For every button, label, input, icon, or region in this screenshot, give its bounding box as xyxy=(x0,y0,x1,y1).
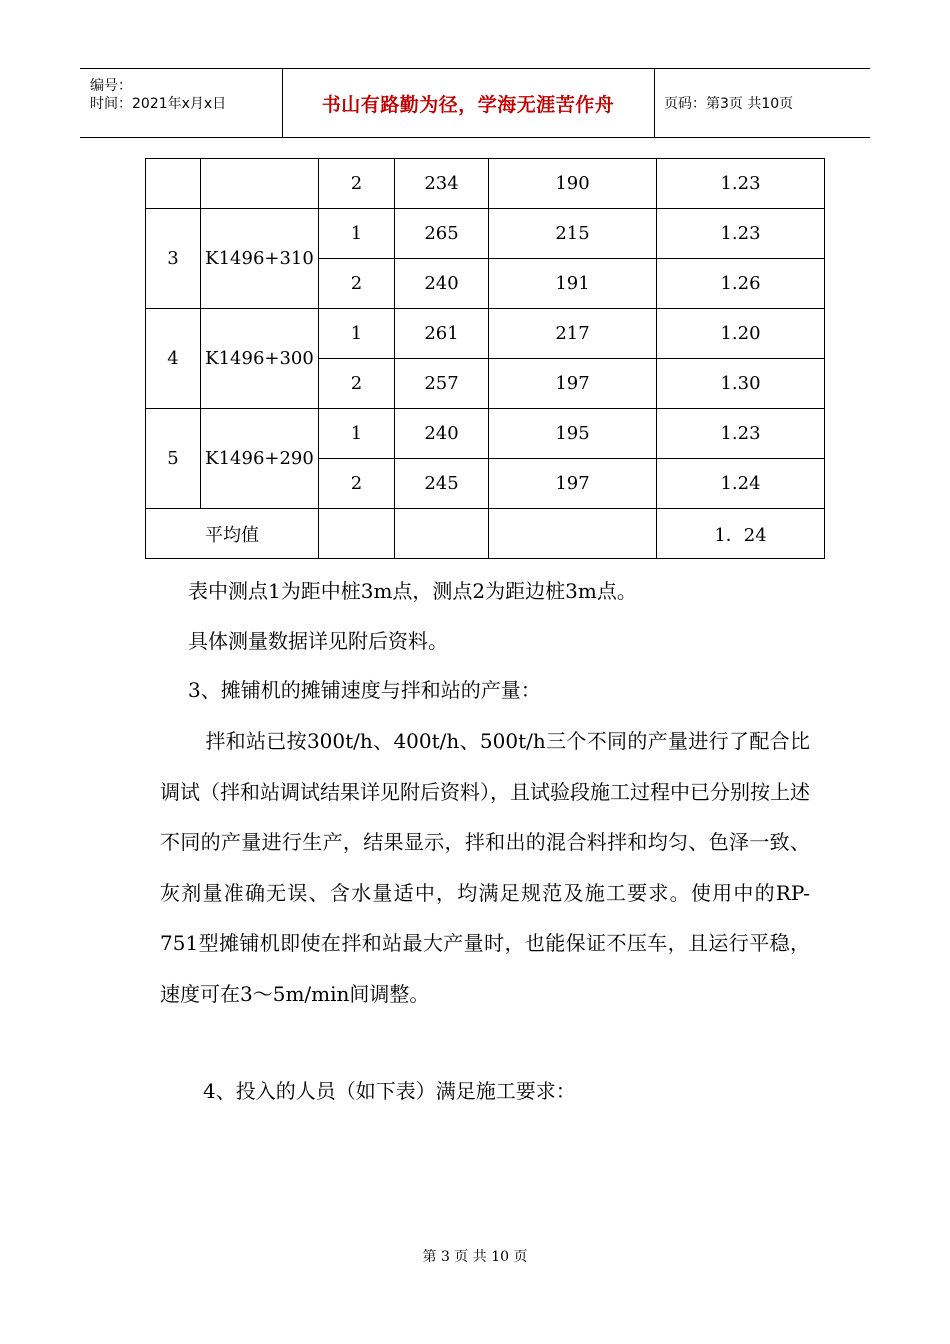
ratio-cell: 1.23 xyxy=(657,159,825,209)
ratio-cell: 1.23 xyxy=(657,409,825,459)
body-paragraph xyxy=(160,716,810,1019)
table-cell xyxy=(489,509,657,559)
value-cell: 261 xyxy=(395,309,489,359)
page-label: 页码：第3页 共10页 xyxy=(664,96,794,112)
measurement-table xyxy=(145,158,825,559)
table-row xyxy=(146,309,825,359)
value-cell: 197 xyxy=(489,459,657,509)
point-cell: 2 xyxy=(319,259,395,309)
body-paragraph-text: 拌和站已按300t/h、400t/h、500t/h三个不同的产量进行了配合比调试（拌和站调试结果详见附后资料），且试验段施工过程中已分别按上述不同的产量进行生产，结果显示，拌和出的混合料拌和均匀、色泽一致、灰剂量准确无误、含水量适中，均满足规范及施工要求。使用中的RP-751型摊铺机即使在拌和站最大产量时，也能保证不压车，且运行平稳，速度可在3～5m/min间调整。 xyxy=(160,729,810,1006)
value-cell: 190 xyxy=(489,159,657,209)
table-row xyxy=(146,409,825,459)
value-cell: 215 xyxy=(489,209,657,259)
table-cell xyxy=(319,509,395,559)
table-cell xyxy=(201,159,319,209)
header-motto-cell xyxy=(282,69,655,137)
average-value: 1．24 xyxy=(657,509,825,559)
ratio-cell: 1.24 xyxy=(657,459,825,509)
value-cell: 257 xyxy=(395,359,489,409)
value-cell: 240 xyxy=(395,409,489,459)
page-header xyxy=(80,68,870,138)
section-heading: 4、投入的人员（如下表）满足施工要求： xyxy=(203,1079,576,1103)
group-no-cell: 5 xyxy=(146,409,201,509)
value-cell: 195 xyxy=(489,409,657,459)
motto-text: 书山有路勤为径，学海无涯苦作舟 xyxy=(321,93,615,116)
station-cell: K1496+310 xyxy=(201,209,319,309)
header-page-cell xyxy=(654,69,870,137)
table-cell xyxy=(146,159,201,209)
date-label: 时间：2021年x月x日 xyxy=(90,96,227,112)
number-label: 编号： xyxy=(90,78,132,94)
note-paragraph: 表中测点1为距中桩3m点，测点2为距边桩3m点。 xyxy=(188,579,637,603)
point-cell: 1 xyxy=(319,409,395,459)
point-cell: 1 xyxy=(319,309,395,359)
value-cell: 191 xyxy=(489,259,657,309)
group-no-cell: 4 xyxy=(146,309,201,409)
value-cell: 245 xyxy=(395,459,489,509)
station-cell: K1496+300 xyxy=(201,309,319,409)
point-cell: 2 xyxy=(319,359,395,409)
table-cell xyxy=(395,509,489,559)
table-row xyxy=(146,159,825,209)
station-cell: K1496+290 xyxy=(201,409,319,509)
note-paragraph: 具体测量数据详见附后资料。 xyxy=(188,629,448,653)
header-meta xyxy=(80,69,283,137)
ratio-cell: 1.30 xyxy=(657,359,825,409)
ratio-cell: 1.20 xyxy=(657,309,825,359)
average-label: 平均值 xyxy=(146,509,319,559)
value-cell: 234 xyxy=(395,159,489,209)
ratio-cell: 1.23 xyxy=(657,209,825,259)
table-row xyxy=(146,209,825,259)
value-cell: 265 xyxy=(395,209,489,259)
ratio-cell: 1.26 xyxy=(657,259,825,309)
value-cell: 217 xyxy=(489,309,657,359)
group-no-cell: 3 xyxy=(146,209,201,309)
average-row xyxy=(146,509,825,559)
value-cell: 240 xyxy=(395,259,489,309)
point-cell: 2 xyxy=(319,159,395,209)
page-footer: 第 3 页 共 10 页 xyxy=(422,1249,528,1265)
value-cell: 197 xyxy=(489,359,657,409)
point-cell: 2 xyxy=(319,459,395,509)
section-heading: 3、摊铺机的摊铺速度与拌和站的产量： xyxy=(188,678,541,702)
point-cell: 1 xyxy=(319,209,395,259)
